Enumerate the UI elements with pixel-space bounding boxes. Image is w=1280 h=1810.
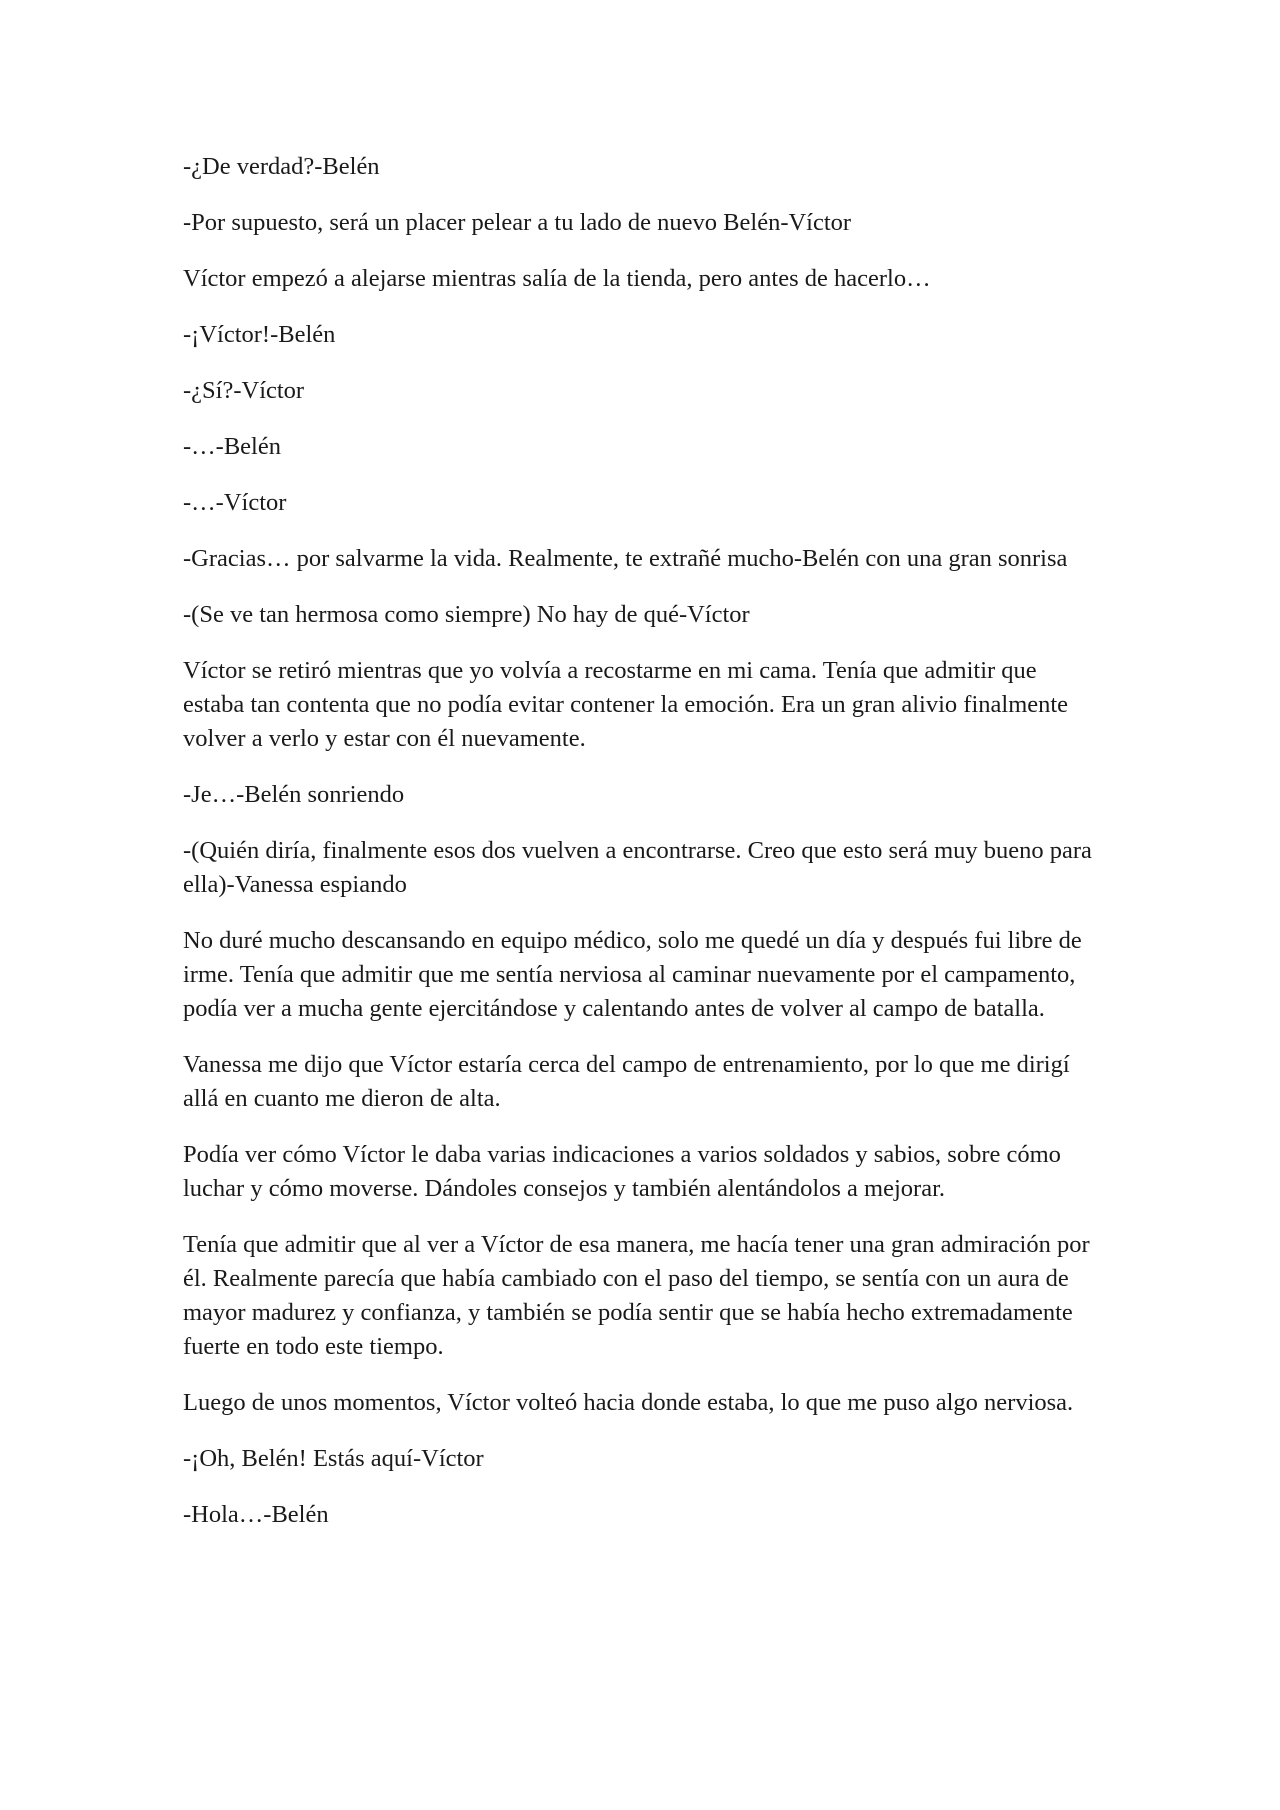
paragraph: Víctor empezó a alejarse mientras salía de la tienda, pero antes de hacerlo…	[183, 265, 931, 292]
paragraph: Vanessa me dijo que Víctor estaría cerca del campo de entrenamiento, por lo que me dirigí allá en cuanto me dieron de alta.	[183, 1051, 1070, 1112]
paragraph: -…-Víctor	[183, 489, 287, 516]
paragraph: -(Quién diría, finalmente esos dos vuelven a encontrarse. Creo que esto será muy bueno para ella)-Vanessa espiando	[183, 837, 1092, 898]
paragraph: -¡Oh, Belén! Estás aquí-Víctor	[183, 1445, 484, 1472]
paragraph: Podía ver cómo Víctor le daba varias indicaciones a varios soldados y sabios, sobre cómo luchar y cómo moverse. Dándoles consejos y también alentándolos a mejorar.	[183, 1141, 1061, 1202]
paragraph: No duré mucho descansando en equipo médico, solo me quedé un día y después fui libre de irme. Tenía que admitir que me sentía nerviosa al caminar nuevamente por el campamento, podía ver a mucha gente ejercitándose y calentando antes de volver al campo de batalla.	[183, 927, 1082, 1022]
document-body	[183, 150, 1103, 1554]
paragraph: Luego de unos momentos, Víctor volteó hacia donde estaba, lo que me puso algo nerviosa.	[183, 1389, 1074, 1416]
paragraph: -Por supuesto, será un placer pelear a tu lado de nuevo Belén-Víctor	[183, 209, 852, 236]
paragraph: -…-Belén	[183, 433, 281, 460]
paragraph: Víctor se retiró mientras que yo volvía a recostarme en mi cama. Tenía que admitir que estaba tan contenta que no podía evitar contener la emoción. Era un gran alivio finalmente volver a verlo y estar con él nuevamente.	[183, 657, 1069, 752]
paragraph: -Gracias… por salvarme la vida. Realmente, te extrañé mucho-Belén con una gran sonrisa	[183, 545, 1068, 572]
paragraph: -(Se ve tan hermosa como siempre) No hay de qué-Víctor	[183, 601, 750, 628]
paragraph: -Je…-Belén sonriendo	[183, 781, 405, 808]
paragraph: -¿Sí?-Víctor	[183, 377, 305, 404]
paragraph: -¡Víctor!-Belén	[183, 321, 336, 348]
paragraph: -¿De verdad?-Belén	[183, 153, 380, 180]
paragraph: Tenía que admitir que al ver a Víctor de esa manera, me hacía tener una gran admiración por él. Realmente parecía que había cambiado con el paso del tiempo, se sentía con un aura de mayor madurez y confianza, y también se podía sentir que se había hecho extremadamente fuerte en todo este tiempo.	[183, 1231, 1090, 1360]
paragraph: -Hola…-Belén	[183, 1501, 329, 1528]
